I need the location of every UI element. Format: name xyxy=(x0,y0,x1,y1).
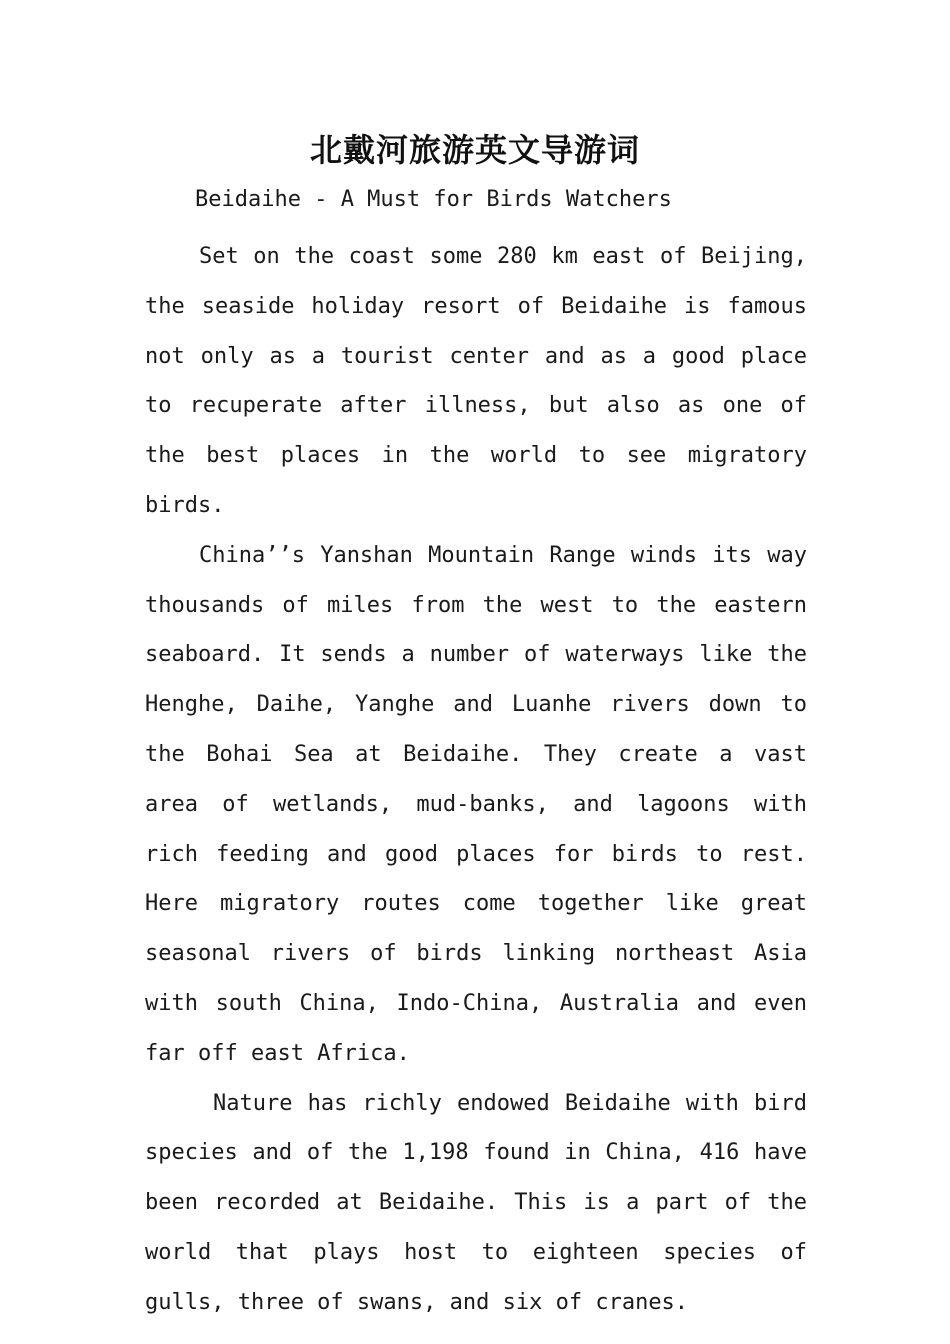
paragraph: Set on the coast some 280 km east of Beijing, the seaside holiday resort of Beidaihe is famous not only as a tourist center and as a good place to recuperate after illness, but also as one of the best places in the world to see migratory birds. xyxy=(145,244,807,518)
paragraph: Nature has richly endowed Beidaihe with bird species and of the 1,198 found in China, 416 have been recorded at Beidaihe. This is a part of the world that plays host to eighteen species of gulls, three of swans, and six of cranes. xyxy=(145,1090,807,1315)
document-body xyxy=(145,232,807,1328)
document-subtitle: Beidaihe - A Must for Birds Watchers xyxy=(195,187,672,212)
document-title: 北戴河旅游英文导游词 xyxy=(309,131,640,169)
paragraph: China’’s Yanshan Mountain Range winds its way thousands of miles from the west to the eastern seaboard. It sends a number of waterways like the Henghe, Daihe, Yanghe and Luanhe rivers down to the Bohai Sea at Beidaihe. They create a vast area of wetlands, mud-banks, and lagoons with rich feeding and good places for birds to rest. Here migratory routes come together like great seasonal rivers of birds linking northeast Asia with south China, Indo-China, Australia and even far off east Africa. xyxy=(145,542,807,1066)
